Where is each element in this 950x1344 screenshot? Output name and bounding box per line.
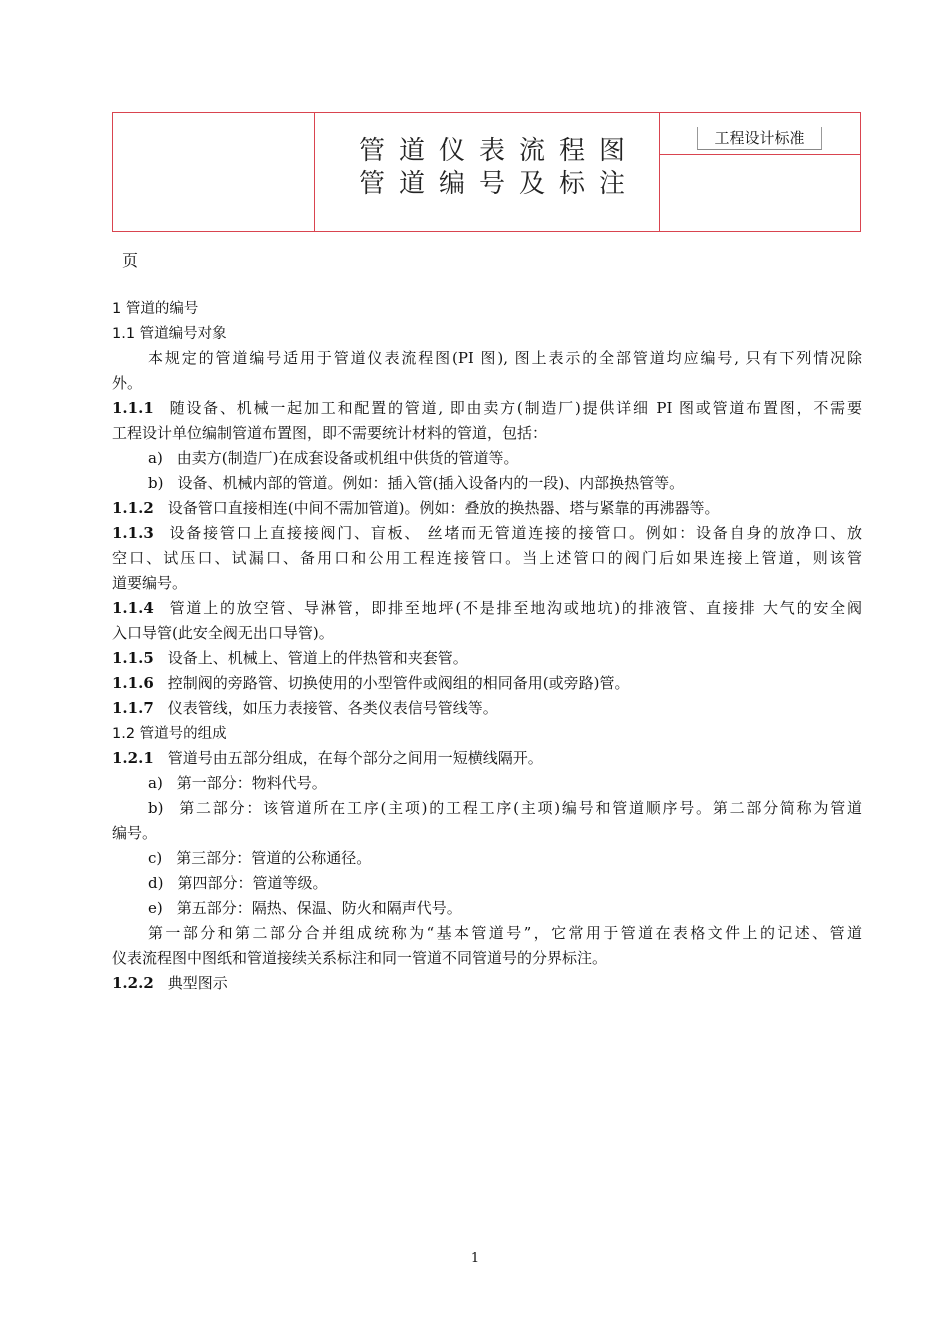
clause-line [112, 672, 629, 693]
list-text: 第一部分：物料代号。 [176, 774, 327, 792]
clause-number: 1.1.5 [112, 649, 154, 667]
page-number: 1 [470, 1251, 480, 1266]
clause-line [112, 597, 862, 618]
section-heading: 1.1 管道编号对象 [112, 326, 227, 342]
header-divider [314, 113, 315, 231]
clause-text: 仪表管线，如压力表接管、各类仪表信号管线等。 [167, 699, 498, 717]
list-marker: c) [148, 849, 163, 867]
clause-line [112, 497, 719, 518]
clause-number: 1.1.4 [112, 599, 154, 617]
list-item [148, 897, 462, 918]
list-marker: b) [148, 474, 164, 492]
list-marker: b) [148, 799, 164, 817]
list-item [148, 772, 327, 793]
clause-text: 设备管口直接相连(中间不需加管道)。例如：叠放的换热器、塔与紧靠的再沸器等。 [167, 499, 720, 517]
document-title-line1: 管道仪表流程图 [359, 136, 640, 166]
paragraph-line: 空口、试压口、试漏口、备用口和公用工程连接管口。当上述管口的阀门后如果连接上管道，则该管 [112, 549, 862, 567]
list-item [148, 872, 327, 893]
list-marker: a) [148, 774, 163, 792]
list-text: 第四部分：管道等级。 [177, 874, 328, 892]
list-text: 设备、机械内部的管道。例如：插入管(插入设备内的一段)、内部换热管等。 [177, 474, 685, 492]
list-marker: d) [148, 874, 164, 892]
standard-label: 工程设计标准 [697, 127, 822, 150]
header-table [112, 112, 861, 232]
clause-line [112, 647, 468, 668]
clause-number: 1.1.3 [112, 524, 154, 542]
list-text: 由卖方(制造厂)在成套设备或机组中供货的管道等。 [176, 449, 519, 467]
list-marker: a) [148, 449, 163, 467]
clause-text: 管道号由五部分组成，在每个部分之间用一短横线隔开。 [167, 749, 543, 767]
list-text: 第二部分：该管道所在工序(主项)的工程工序(主项)编号和管道顺序号。第二部分简称为管道 [177, 799, 862, 817]
clause-number: 1.1.6 [112, 674, 154, 692]
clause-text: 控制阀的旁路管、切换使用的小型管件或阀组的相同备用(或旁路)管。 [167, 674, 630, 692]
clause-text: 设备接管口上直接接阀门、盲板、 丝堵而无管道连接的接管口。例如：设备自身的放净口、放 [167, 524, 862, 542]
document-title-line2: 管道编号及标注 [359, 169, 640, 199]
list-item [148, 447, 519, 468]
section-heading: 1 管道的编号 [112, 301, 199, 317]
list-item [148, 847, 371, 868]
list-item [148, 472, 684, 493]
paragraph-line: 道要编号。 [112, 574, 188, 592]
header-divider [659, 113, 660, 231]
clause-line [112, 747, 543, 768]
paragraph-line: 第一部分和第二部分合并组成统称为“基本管道号”，它常用于管道在表格文件上的记述、管道 [148, 924, 862, 942]
list-marker: e) [148, 899, 163, 917]
header-divider [659, 154, 860, 155]
page-label: 页 [122, 251, 139, 270]
clause-line [112, 522, 862, 543]
clause-number: 1.2.1 [112, 749, 154, 767]
paragraph-line: 仪表流程图中图纸和管道接续关系标注和同一管道不同管道号的分界标注。 [112, 949, 608, 967]
paragraph-line: 入口导管(此安全阀无出口导管)。 [112, 624, 334, 642]
paragraph-line: 工程设计单位编制管道布置图，即不需要统计材料的管道，包括： [112, 424, 548, 442]
section-heading: 1.2 管道号的组成 [112, 726, 227, 742]
list-text: 第三部分：管道的公称通径。 [176, 849, 372, 867]
clause-text: 随设备、机械一起加工和配置的管道, 即由卖方(制造厂)提供详细 PI 图或管道布置图，不需要 [167, 399, 862, 417]
list-text: 第五部分：隔热、保温、防火和隔声代号。 [176, 899, 462, 917]
clause-text: 设备上、机械上、管道上的伴热管和夹套管。 [167, 649, 468, 667]
clause-number: 1.1.2 [112, 499, 154, 517]
clause-line [112, 397, 862, 418]
clause-number: 1.1.1 [112, 399, 154, 417]
paragraph-line: 本规定的管道编号适用于管道仪表流程图(PI 图), 图上表示的全部管道均应编号, 只有下列情况除 [148, 349, 862, 367]
clause-number: 1.1.7 [112, 699, 154, 717]
paragraph-line: 外。 [112, 374, 143, 392]
clause-number: 1.2.2 [112, 974, 154, 992]
clause-text: 典型图示 [167, 974, 228, 992]
paragraph-line: 编号。 [112, 824, 158, 842]
clause-line [112, 972, 228, 993]
clause-line [112, 697, 498, 718]
clause-text: 管道上的放空管、导淋管，即排至地坪(不是排至地沟或地坑)的排液管、直接排 大气的安全阀 [167, 599, 862, 617]
list-item [148, 797, 862, 818]
